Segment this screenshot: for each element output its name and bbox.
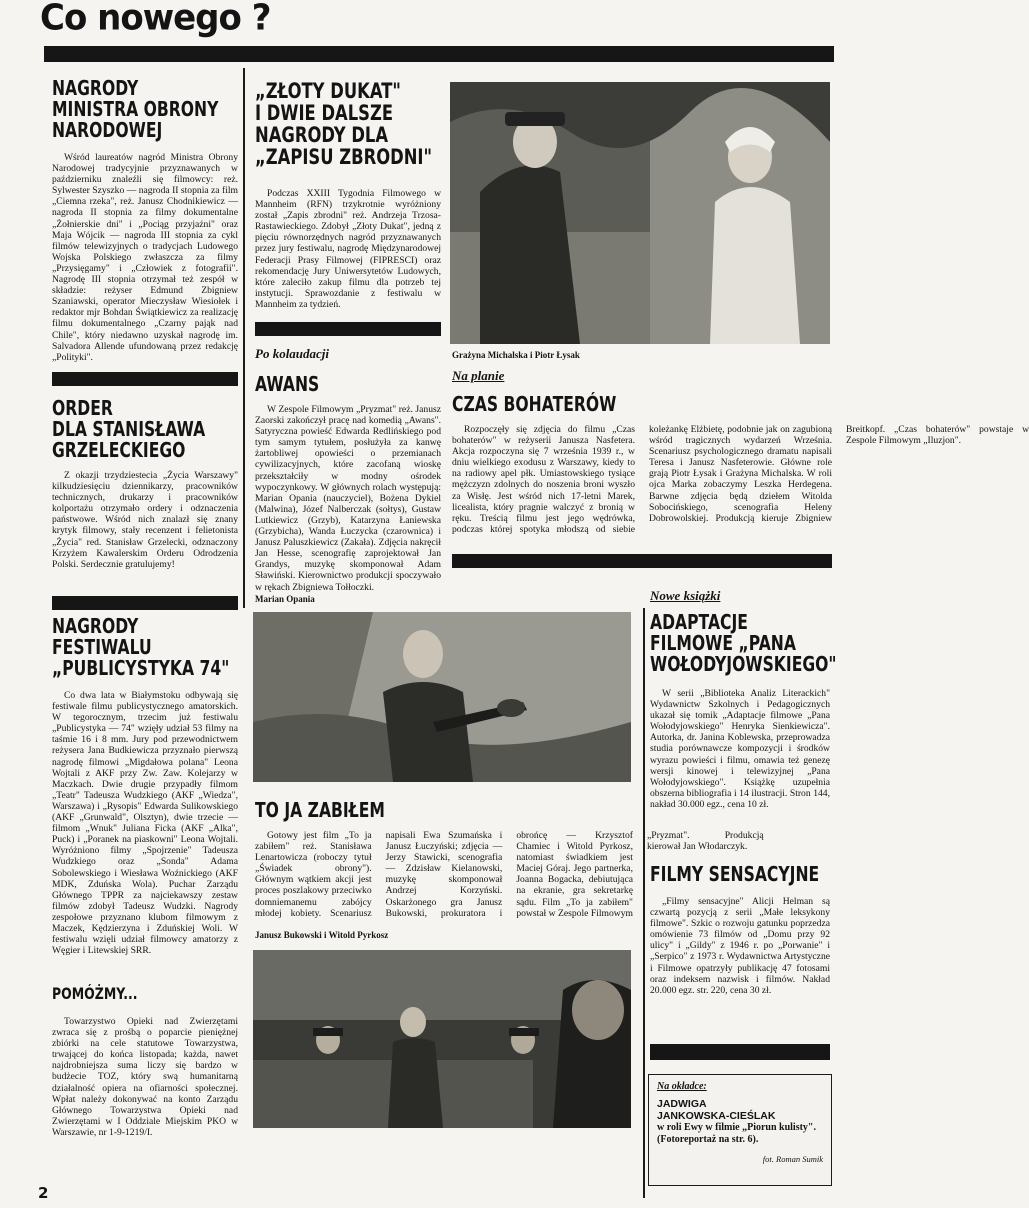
title-line: MINISTRA OBRONY (52, 97, 219, 121)
photo-to-ja-zabilem (253, 950, 631, 1128)
title-line: FESTIWALU (52, 635, 152, 659)
article-title (255, 80, 442, 168)
column-divider-right (643, 608, 645, 1198)
title-line: FILMOWE „PANA (650, 631, 796, 655)
article-body-adaptacje: W serii „Biblioteka Analiz Literackich" Wydawnictw Szkolnych i Pedagogicznych ukazał się tomik „Adaptacje filmowe „Pana Wołodyjowskiego" Henryka Sienkiewicza". Autorka, dr. Janina Koblewska, przeprowadza studia porównawcze kompozycji i środków wyrazu powieści i filmu, omawia też genezę wersji kinowej i telewizyjnej „Pana Wołodyjowskiego". Książkę uzupełnia obszerna bibliografia i 14 ilustracji. Stron 144, nakład 30.000 egz., cena 10 zł. (650, 688, 830, 810)
title-line: ORDER (52, 396, 113, 420)
top-bar (44, 46, 834, 62)
cover-label (657, 1081, 823, 1092)
cover-name-line2: JANKOWSKA-CIEŚLAK (657, 1110, 776, 1122)
article-body-to-ja-zabilem: Gotowy jest film „To ja zabiłem" reż. Stanisława Lenartowicza (roboczy tytuł „Świadek obrony"). Głównym wątkiem akcji jest proces poszlakowy przeciwko domniemanemu zabójcy młodej kobiety. Scenariusz napisali Ewa Szumańska i Janusz Łuczyński; zdjęcia — Jerzy Stawicki, scenografia — Zdzisław Kielanowski, muzykę skomponował Andrzej Korzyński. Oskarżonego gra Janusz Bukowski, prokuratora i obrońcę — Krzysztof Chamiec i Witold Pyrkosz, natomiast świadkiem jest Maciej Góraj. Jego partnerka, Joanna Bogacka, debiutująca na ekranie, gra sekretarkę sądu. Film „To ja zabiłem" powstał w Zespole Filmowym „Pryzmat". Produkcją kierował Jan Włodarczyk. (255, 830, 764, 919)
photo-soldier-girl (450, 82, 830, 344)
article-title-to-ja-zabilem: TO JA ZABIŁEM (255, 798, 385, 822)
cover-label-text: Na okładce: (657, 1081, 707, 1092)
photo-caption: Marian Opania (255, 594, 315, 604)
article-body: Z okazji trzydziestecia „Życia Warszawy" kilkudziesięciu dziennikarzy, pracowników technicznych, drukarzy i pracowników kolportażu otrzymało ordery i odznaczenia państwowe. Wśród nich znalazł się znany krytyk filmowy, stały recenzent i felietonista „Życia" red. Stanisław Grzelecki, odznaczony Krzyżem Kawalerskim Orderu Odrodzenia Polski. Serdecznie gratulujemy! (52, 470, 238, 570)
section-bar (52, 372, 238, 386)
article-adaptacje (650, 610, 837, 676)
article-body-filmy-sensacyjne: „Filmy sensacyjne" Alicji Helman są czwartą pozycją z serii „Małe leksykony filmowe". Szkic o rozwoju gatunku poprzedza omówienie 73 filmów od „Domu przy 92 ulicy" i „Gildy" z 1946 r. po „Porwanie" i „Serpico" z 1973 r. Wydawnictwa Artystyczne i Filmowe opatrzyły publikację 47 fotosami oraz indeksem nazwisk i filmów. Nakład 20.000 egz. str. 220, cena 30 zł. (650, 896, 830, 996)
article-body: Wśród laureatów nagród Ministra Obrony Narodowej tradycyjnie przyznawanych w październiku znaleźli się filmowcy: reż. Sylwester Szyszko — nagroda II stopnia za film „Ciemna rzeka", reż. Janusz Chodnikiewicz — nagroda II stopnia za filmy dokumentalne „Żołnierskie dni" i „Pociąg przyjaźni" oraz Maja Wójcik — nagroda III stopnia za cykl filmów telewizyjnych o tradycjach Ludowego Wojska Polskiego zwłaszcza za filmy „Przysięgamy" i „Człowiek z fotografii". Nagrodę III stopnia otrzymał też zespół w składzie: reżyser Edmund Zbigniew Szaniawski, operator Mieczysław Wiesiołek i redaktor mjr Bohdan Świątkiewicz za realizację filmu dokumentalnego „Czarny pająk nad Chile", który niedawno uzyskał nagrodę im. Salvadora Allende ufundowaną przez redakcję „Polityki". (52, 152, 238, 363)
article-title: POMÓŻMY... (52, 984, 138, 1003)
masthead: Co nowego ? (40, 0, 271, 40)
article-body-czas-bohaterow: Rozpoczęły się zdjęcia do filmu „Czas bohaterów" w reżyserii Janusza Nasfetera. Akcja rozpoczyna się 7 września 1939 r., w dniu wielkiego exodusu z Warszawy, kiedy to na radiowy apel płk. Umiastowskiego tysiące mężczyzn zdolnych do noszenia broni wyszło za Wisłę. Jest wśród nich 17-letni Marek, licealista, który pragnie walczyć z bronią w ręku. Treścią filmu jest jego wędrówka, podczas której spotyka młodszą od siebie koleżankę Elżbietę, podobnie jak on zagubioną wśród tragicznych wydarzeń Września. Scenariusz psychologicznego dramatu napisali Teresa i Janusz Nasfeterowie. Główne role grają Piotr Łysak i Grażyna Michalska. W roli ojca Marka zobaczymy Leszka Herdegena. Barwne zdjęcia będą dziełem Witolda Sobocińskiego, scenografia Heleny Dobrowolskiej. Produkcją kieruje Zbigniew Breitkopf. „Czas bohaterów" powstaje w Zespole Filmowym „Iluzjon". (452, 424, 1029, 535)
article-nagrody-ministra (52, 78, 238, 141)
photo-violinist (253, 612, 631, 782)
article-body: Podczas XXIII Tygodnia Filmowego w Mannheim (RFN) trzykrotnie wyróżniony został „Zapis zbrodni" reż. Andrzeja Trzosa-Rastawieckiego. Zdobył „Złoty Dukat", jedną z pięciu równorzędnych nagród przyznawanych przez jury festiwalu, nagrodę Międzynarodowej Federacji Prasy Filmowej (FIPRESCI) oraz rekomendację Jury Uniwersytetów Ludowych, które zaleciło zakup filmu dla potrzeb tej instytucji. Sprawozdanie z festiwalu w Mannheim za tydzień. (255, 188, 441, 310)
title-line: NAGRODY (52, 76, 139, 100)
title-line: „ZŁOTY DUKAT" (255, 79, 401, 103)
column-divider-left (243, 68, 245, 608)
kicker-po-kolaudacji: Po kolaudacji (255, 346, 330, 361)
photo-czas-bohaterow (450, 82, 830, 344)
photo-courtroom (253, 950, 631, 1128)
photo-awans (253, 612, 631, 782)
article-title (52, 78, 239, 141)
article-order (52, 398, 238, 461)
title-line: I DWIE DALSZE (255, 101, 394, 126)
cover-name-line1: JADWIGA (657, 1098, 707, 1110)
cover-credit: fot. Roman Sumik (762, 1154, 823, 1164)
section-bar (52, 596, 238, 610)
article-title (650, 612, 837, 675)
article-zloty-dukat (255, 80, 441, 168)
title-line: ADAPTACJE (650, 610, 748, 634)
article-pomozmy (52, 986, 238, 1003)
page-number: 2 (38, 1184, 49, 1202)
article-body: Co dwa lata w Białymstoku odbywają się festiwale filmu publicystycznego amatorskich. W tegorocznym, trzecim już festiwalu „Publicystyka — 74" wzięły udział 53 filmy na taśmie 16 i 8 mm. Jury pod przewodnictwem reżysera Jana Budkiewicza przyznało pierwszą nagrodę filmowi „Migdałowa polana" Leona Wojtali z AKF przy Zw. Zaw. Kolejarzy w Maczkach. Dwie drugie przypadły filmom „Teatr" Tadeusza Wudzkiego (AKF „Wiedza", Warszawa) i „Rysopis" Edwarda Sulikowskiego (AKF „Grunwald", Olsztyn), dwie trzecie — filmom „Wnuk" Juliana Ficka (AKF „Alka", Puck) i „Poranek na piaskowni" Leona Wojtali. Wyróżniono filmy „Spojrzenie" Tadeusza Wudzkiego oraz „Sonda" Adama Sobolewskiego i Wiesława Woźnickiego (AKF MDK, Zduńska Wola). Puchar Zarządu Głównego TPPR za najciekawszy zestaw filmów zdobył Tadeusz Wudzki. Nagrody zespołowe przyznano klubom filmowym z Maczek, Kędzierzyna i Zduńskiej Woli. W festiwalu wzięli udział filmowcy amatorzy z Węgier i Litewskiej SRR. (52, 690, 238, 957)
article-title-czas-bohaterow: CZAS BOHATERÓW (452, 392, 617, 416)
kicker-text: Na planie (452, 368, 505, 383)
section-bar (452, 554, 832, 568)
kicker-text: Nowe książki (650, 588, 721, 603)
article-title (52, 398, 239, 461)
article-title (52, 616, 239, 679)
title-line: GRZELECKIEGO (52, 438, 186, 462)
photo-caption: Janusz Bukowski i Witold Pyrkosz (255, 930, 389, 940)
cover-text: w roli Ewy w filmie „Piorun kulisty". (Fotoreportaż na str. 6). (657, 1122, 816, 1145)
title-line: „PUBLICYSTYKA 74" (52, 656, 230, 680)
article-title-awans: AWANS (255, 372, 320, 396)
kicker-nowe-ksiazki (650, 588, 720, 604)
title-line: DLA STANISŁAWA (52, 417, 206, 441)
section-bar (255, 322, 441, 336)
title-line: „ZAPISU ZBRODNI" (255, 145, 433, 170)
article-body: Towarzystwo Opieki nad Zwierzętami zwraca się z prośbą o poparcie pieniężnej zbiórki na cele statutowe Towarzystwa, trwającej do końca listopada; każda, nawet najdrobniejsza suma liczy się bardzo w budżecie TOZ, który swą humanitarną działalność opiera na ofiarności społecznej. Wpłat należy dokonywać na konto Zarządu Głównego Towarzystwa Opieki nad Zwierzętami w I Oddziale Miejskim PKO w Warszawie, nr 1-9-1219/I. (52, 1016, 238, 1138)
title-line: NARODOWEJ (52, 118, 163, 142)
article-publicystyka (52, 616, 238, 679)
section-bar (650, 1044, 830, 1060)
kicker-na-planie (452, 368, 504, 384)
photo-caption: Grażyna Michalska i Piotr Łysak (452, 350, 580, 360)
article-body-awans: W Zespole Filmowym „Pryzmat" reż. Janusz Zaorski zakończył pracę nad komedią „Awans". Satyryczna powieść Edwarda Redlińskiego pod tym samym tytułem, posłużyła za kanwę żartobliwej opowieści o przemianach cywilizacyjnych, które zacofaną wioskę przekształciły w modny ośrodek wypoczynkowy. W głównych rolach występują: Marian Opania (nauczyciel), Bożena Dykiel (Malwina), Józef Nalberczak (sołtys), Gustaw Lutkiewicz (Grzyb), Katarzyna Łaniewska (Grzybicha), Wanda Łuczycka (czarownica) i Janusz Paluszkiewicz (Zakała). Zdjęcia nakręcił Jan Hesse, scenografię zaprojektował Jan Grandys, muzykę skomponował Adam Sławiński. Kierownictwo produkcji spoczywało w rękach Zbigniewa Tołłoczki. (255, 404, 441, 593)
title-line: WOŁODYJOWSKIEGO" (650, 652, 837, 676)
title-line: NAGRODY (52, 614, 139, 638)
title-line: NAGRODY DLA (255, 123, 389, 148)
article-title-filmy-sensacyjne: FILMY SENSACYJNE (650, 862, 820, 886)
cover-info-box (648, 1074, 832, 1186)
